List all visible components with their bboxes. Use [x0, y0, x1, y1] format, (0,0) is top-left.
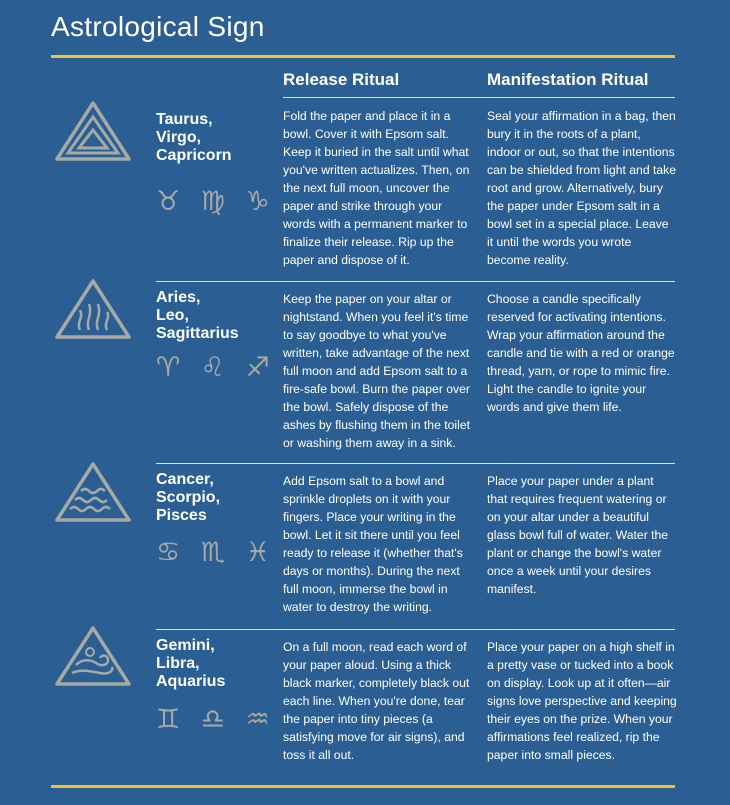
sign-name: Capricorn: [156, 147, 232, 164]
sign-name: Leo,: [156, 307, 189, 324]
earth-release-text: Fold the paper and place it in a bowl. Cover it with Epsom salt. Keep it buried in the salt until what you've written actualizes. Then, on the next full moon, uncover the paper and strike through your words with a permanent marker to finalize their release. Rip up the paper and dispose of it.: [283, 109, 470, 267]
zodiac-symbols-icon: ♋ ♏ ♓: [156, 537, 276, 568]
zodiac-symbols-icon: ♊ ♎ ♒: [156, 704, 276, 735]
fire-triangle-icon: [54, 278, 132, 340]
sign-name: Pisces: [156, 507, 207, 524]
sign-name: Libra,: [156, 655, 200, 672]
sign-name: Taurus,: [156, 111, 213, 128]
sign-name: Aries,: [156, 289, 201, 306]
fire-release-text: Keep the paper on your altar or nightstand. When you feel it's time to say goodbye to what you've written, take advantage of the next full moon and add Epsom salt to a fire-safe bowl. Burn the paper over the bowl. Safely dispose of the ashes by flushing them in the toilet or washing them away in a sink.: [283, 292, 470, 450]
sign-name: Cancer,: [156, 471, 214, 488]
top-gold-divider: [51, 55, 675, 58]
bottom-gold-divider: [51, 785, 675, 788]
sign-name: Virgo,: [156, 129, 202, 146]
sign-name: Scorpio,: [156, 489, 221, 506]
sign-name: Aquarius: [156, 673, 226, 690]
sign-name: Gemini,: [156, 637, 215, 654]
release-ritual-header: Release Ritual: [283, 70, 400, 89]
row-divider: [156, 463, 675, 464]
row-divider: [156, 281, 675, 282]
row-divider: [156, 629, 675, 630]
air-triangle-icon: [54, 625, 132, 687]
air-manifestation-text: Place your paper on a high shelf in a pretty vase or tucked into a book on display. Look up at it often—air signs love perspective and keeping their eyes on the prize. When your affirmations feel realized, rip the paper into small pieces.: [487, 640, 677, 762]
zodiac-symbols-icon: ♉ ♍ ♑: [156, 186, 276, 217]
manifestation-ritual-header: Manifestation Ritual: [487, 70, 649, 89]
sign-name: Sagittarius: [156, 325, 239, 342]
row-fire-signs: [156, 289, 239, 343]
earth-manifestation-text: Seal your affirmation in a bag, then bury it in the roots of a plant, indoor or out, so that the intentions can be shielded from light and take root and grow. Alternatively, bury the paper under Epsom salt in a bowl set in a special place. Leave it until the words you wrote become reality.: [487, 109, 677, 267]
earth-triangle-icon: [54, 100, 132, 162]
zodiac-symbols-icon: ♈ ♌ ♐: [156, 352, 276, 383]
row-earth-signs: [156, 111, 232, 165]
page-title: Astrological Sign: [51, 11, 265, 42]
header-divider: [283, 97, 675, 98]
air-release-text: On a full moon, read each word of your paper aloud. Using a thick black marker, completely black out each line. When you're done, tear the paper into tiny pieces (a satisfying move for air signs), and toss it all out.: [283, 640, 470, 762]
row-air-signs: [156, 637, 225, 691]
water-triangle-icon: [54, 461, 132, 523]
fire-manifestation-text: Choose a candle specifically reserved for activating intentions. Wrap your affirmation around the candle and tie with a red or orange thread, yarn, or rope to mimic fire. Light the candle to ignite your words and give them life.: [487, 292, 675, 414]
water-manifestation-text: Place your paper under a plant that requires frequent watering or on your altar under a beautiful glass bowl full of water. Water the plant or change the bowl's water once a week until your desires manifest.: [487, 474, 669, 596]
water-release-text: Add Epsom salt to a bowl and sprinkle droplets on it with your fingers. Place your writing in the bowl. Let it sit there until you feel ready to release it (whether that's days or months). During the next full moon, immerse the bowl in water to destroy the writing.: [283, 474, 463, 614]
row-water-signs: [156, 471, 220, 525]
